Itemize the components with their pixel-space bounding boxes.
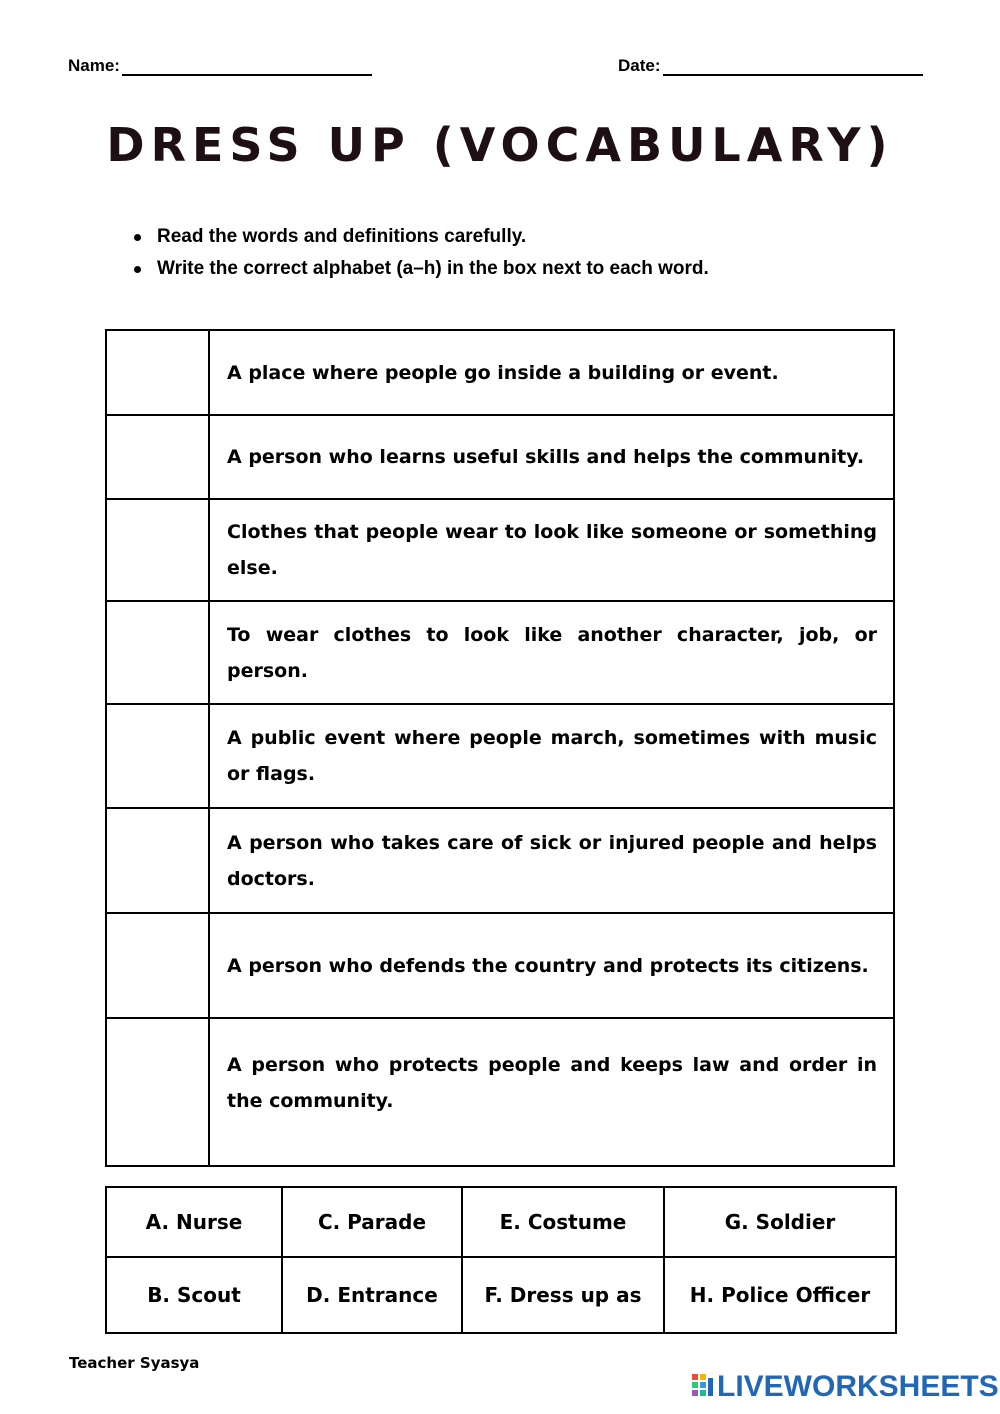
definition-row xyxy=(106,704,894,808)
answer-box[interactable] xyxy=(106,330,209,415)
instruction-text: Read the words and definitions carefully. xyxy=(157,226,527,247)
page-title: DRESS UP (VOCABULARY) xyxy=(106,118,894,172)
definition-text: A person who protects people and keeps law and order in the community. xyxy=(209,1018,894,1166)
bullet-icon xyxy=(134,234,141,241)
instruction-text: Write the correct alphabet (a–h) in the box next to each word. xyxy=(157,258,709,279)
definition-row xyxy=(106,808,894,913)
word-bank-table xyxy=(105,1186,897,1334)
definition-text: A person who defends the country and protects its citizens. xyxy=(209,913,894,1018)
word-option: E. Costume xyxy=(462,1187,664,1257)
definition-row xyxy=(106,330,894,415)
answer-box[interactable] xyxy=(106,808,209,913)
answer-box[interactable] xyxy=(106,499,209,601)
answer-box[interactable] xyxy=(106,913,209,1018)
definition-text: A person who takes care of sick or injured people and helps doctors. xyxy=(209,808,894,913)
word-option: F. Dress up as xyxy=(462,1257,664,1333)
word-option: B. Scout xyxy=(106,1257,282,1333)
instruction-item xyxy=(130,222,709,254)
answer-box[interactable] xyxy=(106,704,209,808)
definition-text: A place where people go inside a building or event. xyxy=(209,330,894,415)
definition-row xyxy=(106,499,894,601)
bullet-icon xyxy=(134,266,141,273)
definition-row xyxy=(106,601,894,704)
date-label: Date: xyxy=(618,56,661,75)
name-blank-line[interactable] xyxy=(122,56,372,76)
definitions-table xyxy=(105,329,895,1167)
answer-box[interactable] xyxy=(106,1018,209,1166)
answer-box[interactable] xyxy=(106,415,209,499)
definition-row xyxy=(106,1018,894,1166)
date-blank-line[interactable] xyxy=(663,56,923,76)
brand-text: LIVEWORKSHEETS xyxy=(717,1370,999,1403)
definition-row xyxy=(106,913,894,1018)
date-field[interactable] xyxy=(618,56,923,76)
definition-row xyxy=(106,415,894,499)
word-option: A. Nurse xyxy=(106,1187,282,1257)
word-option: D. Entrance xyxy=(282,1257,462,1333)
word-option: H. Police Officer xyxy=(664,1257,896,1333)
answer-box[interactable] xyxy=(106,601,209,704)
name-field[interactable] xyxy=(68,56,372,76)
name-label: Name: xyxy=(68,56,120,75)
definition-text: Clothes that people wear to look like someone or something else. xyxy=(209,499,894,601)
definition-text: A public event where people march, sometimes with music or flags. xyxy=(209,704,894,808)
liveworksheets-brand[interactable] xyxy=(692,1370,999,1404)
instruction-item xyxy=(130,254,709,286)
liveworksheets-logo-icon xyxy=(692,1374,714,1400)
word-option: G. Soldier xyxy=(664,1187,896,1257)
word-option: C. Parade xyxy=(282,1187,462,1257)
definition-text: A person who learns useful skills and helps the community. xyxy=(209,415,894,499)
word-bank-row xyxy=(106,1187,896,1257)
word-bank-row xyxy=(106,1257,896,1333)
author-credit: Teacher Syasya xyxy=(69,1354,200,1372)
definition-text: To wear clothes to look like another character, job, or person. xyxy=(209,601,894,704)
instructions-list xyxy=(130,222,709,286)
